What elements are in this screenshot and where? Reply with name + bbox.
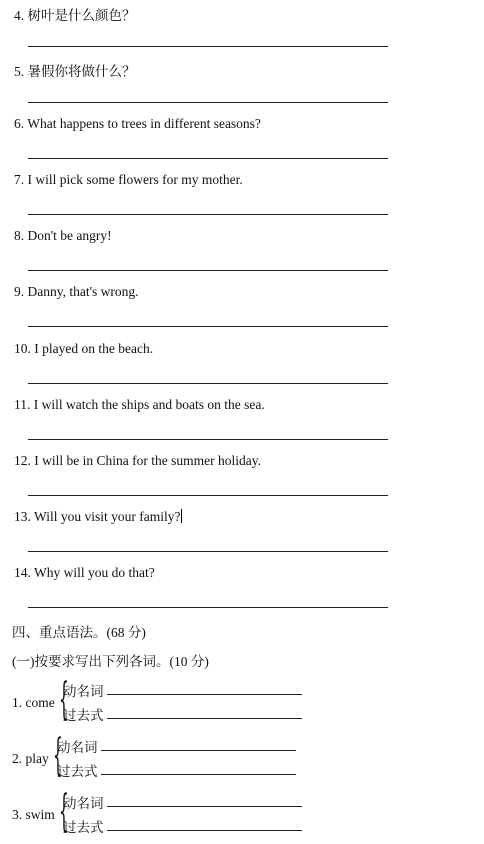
answer-line[interactable] <box>28 102 388 103</box>
brace-icon: { <box>59 786 69 837</box>
brace-icon: { <box>59 674 69 725</box>
question-11: 11. I will watch the ships and boats on the sea. <box>14 397 265 412</box>
word-label: 2. play <box>12 751 49 766</box>
gerund-label: 动名词 <box>63 684 104 699</box>
answer-line[interactable] <box>28 607 388 608</box>
past-tense-blank[interactable] <box>101 774 296 775</box>
answer-line[interactable] <box>28 270 388 271</box>
answer-line[interactable] <box>28 326 388 327</box>
answer-line[interactable] <box>28 214 388 215</box>
word-label: 3. swim <box>12 807 55 822</box>
answer-line[interactable] <box>28 439 388 440</box>
question-13 <box>14 509 182 525</box>
text-cursor <box>181 509 182 523</box>
brace-icon: { <box>53 730 63 781</box>
past-tense-blank[interactable] <box>107 830 302 831</box>
section-subtitle: (一)按要求写出下列各词。(10 分) <box>12 654 209 669</box>
question-4: 4. 树叶是什么颜色？ <box>14 8 136 23</box>
answer-line[interactable] <box>28 551 388 552</box>
question-10: 10. I played on the beach. <box>14 341 154 356</box>
question-9: 9. Danny, that's wrong. <box>14 284 139 299</box>
gerund-label: 动名词 <box>63 796 104 811</box>
section-title: 四、重点语法。(68 分) <box>12 625 146 640</box>
past-tense-label: 过去式 <box>63 708 104 723</box>
gerund-blank[interactable] <box>101 750 296 751</box>
word-form-come <box>12 674 332 732</box>
question-7: 7. I will pick some flowers for my mother. <box>14 172 243 187</box>
answer-line[interactable] <box>28 383 388 384</box>
question-5: 5. 暑假你将做什么？ <box>14 64 136 79</box>
word-label: 1. come <box>12 695 55 710</box>
answer-line[interactable] <box>28 495 388 496</box>
past-tense-label: 过去式 <box>63 820 104 835</box>
question-13-text: 13. Will you visit your family? <box>14 509 181 524</box>
word-form-play <box>12 730 332 788</box>
answer-line[interactable] <box>28 46 388 47</box>
gerund-blank[interactable] <box>107 806 302 807</box>
gerund-blank[interactable] <box>107 694 302 695</box>
past-tense-label: 过去式 <box>57 764 98 779</box>
past-tense-blank[interactable] <box>107 718 302 719</box>
question-14: 14. Why will you do that? <box>14 565 155 580</box>
question-6: 6. What happens to trees in different seasons? <box>14 116 261 131</box>
gerund-label: 动名词 <box>57 740 98 755</box>
question-8: 8. Don't be angry! <box>14 228 112 243</box>
answer-line[interactable] <box>28 158 388 159</box>
word-form-swim <box>12 786 332 844</box>
question-12: 12. I will be in China for the summer holiday. <box>14 453 261 468</box>
